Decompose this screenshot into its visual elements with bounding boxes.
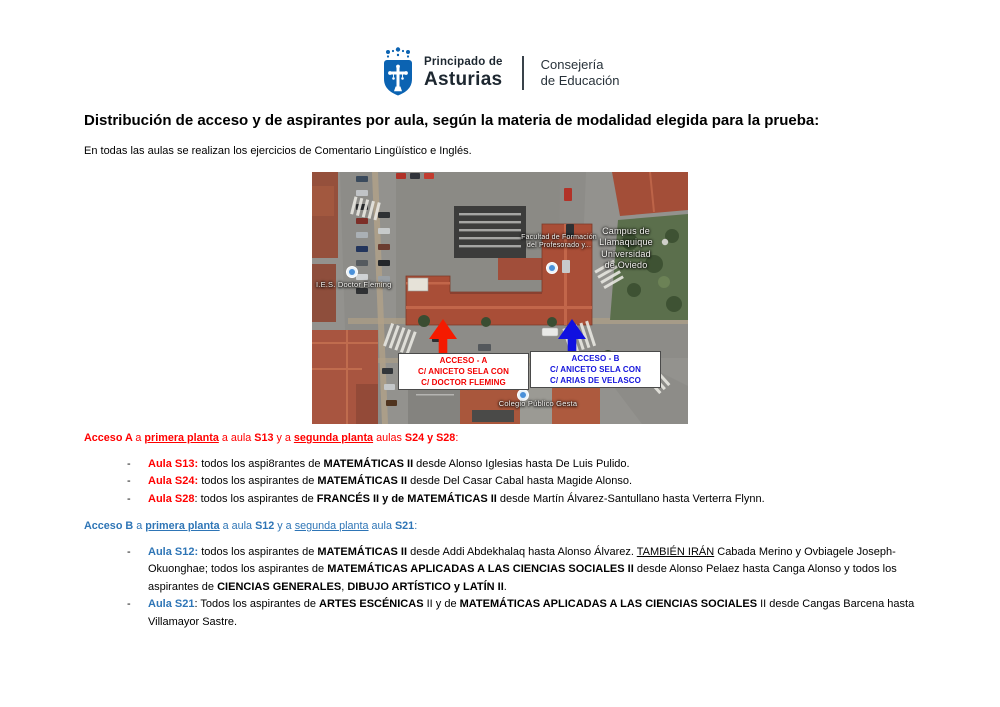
bullet-aula-s13: - Aula S13: todos los aspi8rantes de MATEMÁTICAS II desde Alonso Iglesias hasta De Luis Pulido. <box>84 456 930 473</box>
logo-dept-line2: de Educación <box>540 73 620 88</box>
bullet-aula-s28: - Aula S28: todos los aspirantes de FRANCÉS II y de MATEMÁTICAS II desde Martín Álvarez-Santullano hasta Verterra Flynn. <box>84 491 930 508</box>
page-title: Distribución de acceso y de aspirantes por aula, según la materia de modalidad elegida para la prueba: <box>84 112 820 129</box>
map-label-campus: Campus de Llamaquique Universidad de Oviedo <box>599 226 653 270</box>
bullet-marker: - <box>127 546 131 558</box>
logo-org-name <box>424 57 503 90</box>
acceso-b-box: ACCESO - B C/ ANICETO SELA CON C/ ARIAS DE VELASCO <box>530 351 661 388</box>
bullet-marker: - <box>127 598 131 611</box>
bullet-aula-s21: - Aula S21: Todos los aspirantes de ARTES ESCÉNICAS II y de MATEMÁTICAS APLICADAS A LAS CIENCIAS SOCIALES II desde Cangas Barcena hasta Villamayor Sastre. <box>84 596 930 631</box>
intro-text: En todas las aulas se realizan los ejercicios de Comentario Lingüístico e Inglés. <box>84 145 472 157</box>
bullet-marker: - <box>127 492 131 505</box>
bullet-marker: - <box>127 458 131 470</box>
map-label-facultad: Facultad de Formación del Profesorado y... <box>521 234 597 250</box>
logo-org-top: Principado de <box>424 55 503 68</box>
map-pin-ies <box>347 267 358 278</box>
logo-department <box>541 57 620 88</box>
map-label-colegio: Colegio Público Gesta <box>498 399 578 408</box>
logo-org-main: Asturias <box>424 69 503 91</box>
logo-divider <box>522 56 524 90</box>
section-acceso-a <box>84 431 930 508</box>
bullet-aula-s24: - Aula S24: todos los aspirantes de MATEMÁTICAS II desde Del Casar Cabal hasta Magide Alonso. <box>84 473 930 490</box>
bullet-aula-s12: - Aula S12: todos los aspirantes de MATEMÁTICAS II desde Addi Abdekhalaq hasta Alonso Álvarez. TAMBIÉN IRÁN Cabada Merino y Ovbiagele Joseph-Okuonghae; todos los aspirantes de MATEMÁTICAS APLICADAS A LAS CIENCIAS SOCIALES II desde Alonso Pelaez hasta Canga Alonso y todos los aspirantes de CIENCIAS GENERALES, DIBUJO ARTÍSTICO y LATÍN II. <box>84 544 930 596</box>
acceso-b-heading: Acceso B a primera planta a aula S12 y a segunda planta aula S21: <box>84 520 418 532</box>
acceso-a-bullets <box>84 456 930 508</box>
map-marker-small <box>662 239 668 245</box>
map-label-ies: I.E.S. Doctor Fleming <box>316 280 392 289</box>
logo-dept-line1: Consejería <box>540 57 604 73</box>
asturias-shield-icon <box>381 46 415 100</box>
map-pin-facultad <box>547 263 558 274</box>
acceso-b-bullets <box>84 544 930 631</box>
acceso-a-box: ACCESO - A C/ ANICETO SELA CON C/ DOCTOR FLEMING <box>398 353 529 390</box>
bullet-marker: - <box>127 475 131 488</box>
header-logo <box>381 46 619 100</box>
campus-aerial-map <box>312 172 688 424</box>
acceso-a-heading: Acceso A a primera planta a aula S13 y a segunda planta aulas S24 y S28: <box>84 432 459 444</box>
section-acceso-b <box>84 519 930 631</box>
